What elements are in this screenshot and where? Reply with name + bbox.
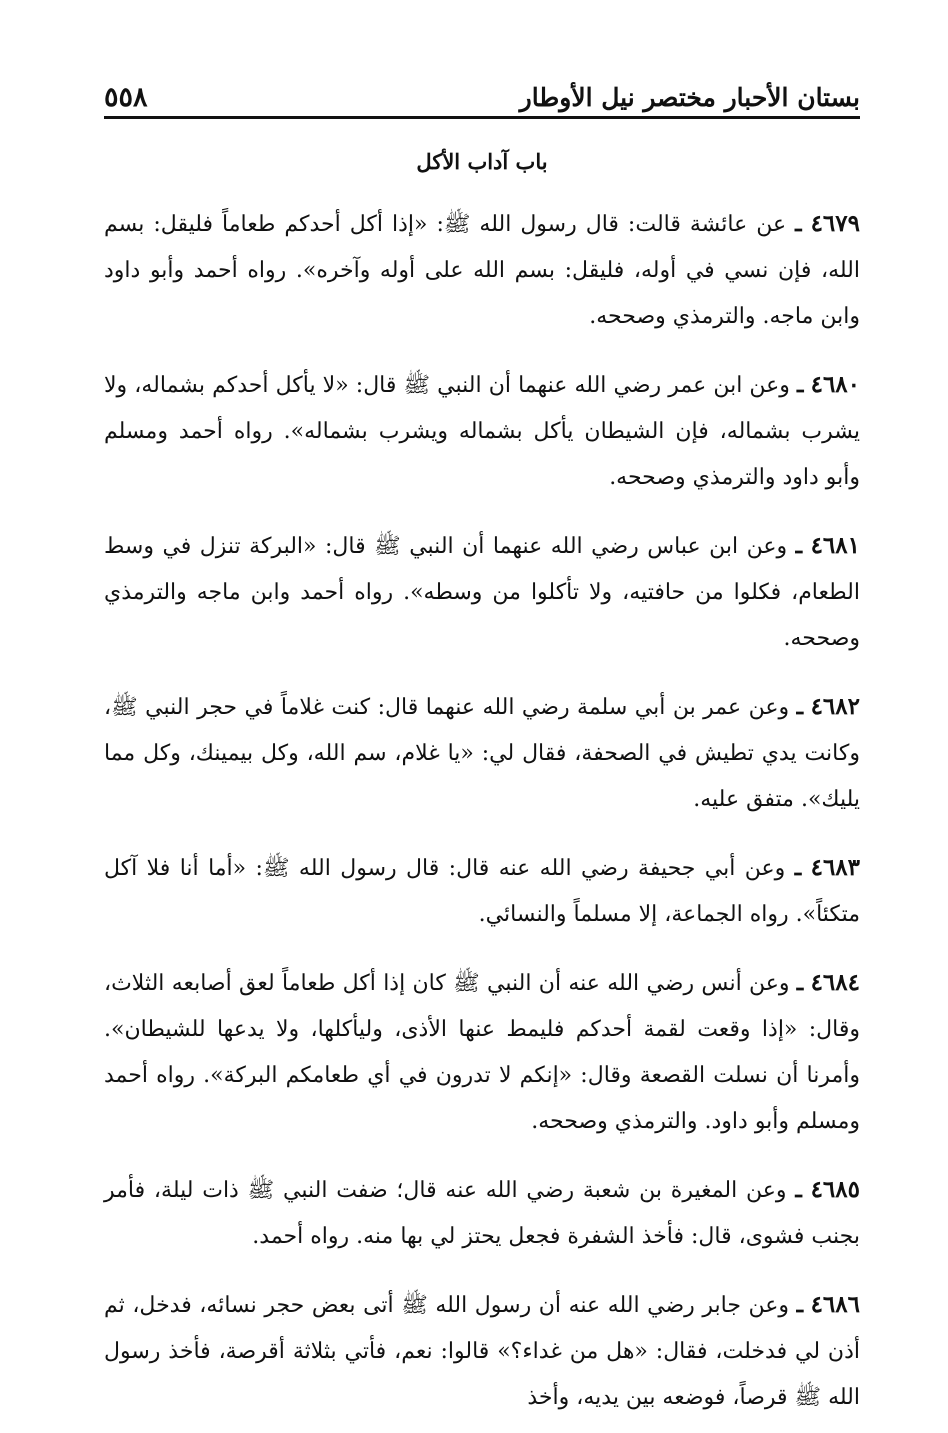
hadith-number: ٤٦٨١ <box>810 532 860 559</box>
hadith-paragraph: ٤٦٨١ ـ وعن ابن عباس رضي الله عنهما أن النبي ﷺ قال: «البركة تنزل في وسط الطعام، فكلوا من حافتيه، ولا تأكلوا من وسطه». رواه أحمد وابن ماجه والترمذي وصححه. <box>104 532 860 651</box>
hadith-list <box>104 201 860 1421</box>
hadith-text: وعن جابر رضي الله عنه أن رسول الله ﷺ أتى بعض حجر نسائه، فدخل، ثم أذن لي فدخلت، فقال: «هل من غداء؟» قالوا: نعم، فأتي بثلاثة أقرصة، فأخذ رسول الله ﷺ قرصاً، فوضعه بين يديه، وأخذ <box>104 1293 860 1410</box>
chapter-title: باب آداب الأكل <box>416 149 548 174</box>
hadith-number: ٤٦٨٠ <box>810 371 861 398</box>
hadith-paragraph: ٤٦٨٦ ـ وعن جابر رضي الله عنه أن رسول الله ﷺ أتى بعض حجر نسائه، فدخل، ثم أذن لي فدخلت، فقال: «هل من غداء؟» قالوا: نعم، فأتي بثلاثة أقرصة، فأخذ رسول الله ﷺ قرصاً، فوضعه بين يديه، وأخذ <box>104 1291 860 1410</box>
hadith-paragraph: ٤٦٨٣ ـ وعن أبي جحيفة رضي الله عنه قال: قال رسول الله ﷺ: «أما أنا فلا آكل متكئاً». رواه الجماعة، إلا مسلماً والنسائي. <box>104 854 861 927</box>
hadith-text: وعن أبي جحيفة رضي الله عنه قال: قال رسول الله ﷺ: «أما أنا فلا آكل متكئاً». رواه الجماعة، إلا مسلماً والنسائي. <box>104 856 860 927</box>
hadith-text: وعن ابن عمر رضي الله عنهما أن النبي ﷺ قال: «لا يأكل أحدكم بشماله، ولا يشرب بشماله، فإن الشيطان يأكل بشماله ويشرب بشماله». رواه أحمد ومسلم وأبو داود والترمذي وصححه. <box>104 373 860 490</box>
hadith-paragraph: ٤٦٨٤ ـ وعن أنس رضي الله عنه أن النبي ﷺ كان إذا أكل طعاماً لعق أصابعه الثلاث، وقال: «إذا وقعت لقمة أحدكم فليمط عنها الأذى، وليأكلها، ولا يدعها للشيطان». وأمرنا أن نسلت القصعة وقال: «إنكم لا تدرون في أي طعامكم البركة». رواه أحمد ومسلم وأبو داود. والترمذي وصححه. <box>104 969 860 1134</box>
hadith-number: ٤٦٨٢ <box>810 693 860 720</box>
hadith-number: ٤٦٨٤ <box>810 969 860 996</box>
hadith-text: وعن المغيرة بن شعبة رضي الله عنه قال؛ ضفت النبي ﷺ ذات ليلة، فأمر بجنب فشوى، قال: فأخذ الشفرة فجعل يحتز لي بها منه. رواه أحمد. <box>104 1178 860 1249</box>
hadith-number: ٤٦٨٥ <box>810 1176 860 1203</box>
hadith-paragraph: ٤٦٧٩ ـ عن عائشة قالت: قال رسول الله ﷺ: «إذا أكل أحدكم طعاماً فليقل: بسم الله، فإن نسي في أوله، فليقل: بسم الله على أوله وآخره». رواه أحمد وأبو داود وابن ماجه. والترمذي وصححه. <box>104 210 860 329</box>
hadith-text: عن عائشة قالت: قال رسول الله ﷺ: «إذا أكل أحدكم طعاماً فليقل: بسم الله، فإن نسي في أوله، فليقل: بسم الله على أوله وآخره». رواه أحمد وأبو داود وابن ماجه. والترمذي وصححه. <box>104 212 860 329</box>
hadith-number: ٤٦٨٦ <box>810 1291 860 1318</box>
hadith-paragraph: ٤٦٨٥ ـ وعن المغيرة بن شعبة رضي الله عنه قال؛ ضفت النبي ﷺ ذات ليلة، فأمر بجنب فشوى، قال: فأخذ الشفرة فجعل يحتز لي بها منه. رواه أحمد. <box>104 1176 860 1249</box>
hadith-paragraph: ٤٦٨٢ ـ وعن عمر بن أبي سلمة رضي الله عنهما قال: كنت غلاماً في حجر النبي ﷺ، وكانت يدي تطيش في الصحفة، فقال لي: «يا غلام، سم الله، وكل بيمينك، وكل مما يليك». متفق عليه. <box>104 693 860 812</box>
hadith-paragraph: ٤٦٨٠ ـ وعن ابن عمر رضي الله عنهما أن النبي ﷺ قال: «لا يأكل أحدكم بشماله، ولا يشرب بشماله، فإن الشيطان يأكل بشماله ويشرب بشماله». رواه أحمد ومسلم وأبو داود والترمذي وصححه. <box>104 371 861 490</box>
page-number: ٥٥٨ <box>104 82 148 113</box>
hadith-number: ٤٦٧٩ <box>810 210 860 237</box>
running-header <box>104 70 860 119</box>
book-page <box>104 70 860 1433</box>
hadith-text: وعن أنس رضي الله عنه أن النبي ﷺ كان إذا أكل طعاماً لعق أصابعه الثلاث، وقال: «إذا وقعت لقمة أحدكم فليمط عنها الأذى، وليأكلها، ولا يدعها للشيطان». وأمرنا أن نسلت القصعة وقال: «إنكم لا تدرون في أي طعامكم البركة». رواه أحمد ومسلم وأبو داود. والترمذي وصححه. <box>104 971 860 1134</box>
hadith-text: وعن عمر بن أبي سلمة رضي الله عنهما قال: كنت غلاماً في حجر النبي ﷺ، وكانت يدي تطيش في الصحفة، فقال لي: «يا غلام، سم الله، وكل بيمينك، وكل مما يليك». متفق عليه. <box>104 695 860 812</box>
hadith-number: ٤٦٨٣ <box>810 854 861 881</box>
hadith-text: وعن ابن عباس رضي الله عنهما أن النبي ﷺ قال: «البركة تنزل في وسط الطعام، فكلوا من حافتيه، ولا تأكلوا من وسطه». رواه أحمد وابن ماجه والترمذي وصححه. <box>104 534 860 651</box>
running-title: بستان الأحبار مختصر نيل الأوطار <box>519 83 860 112</box>
